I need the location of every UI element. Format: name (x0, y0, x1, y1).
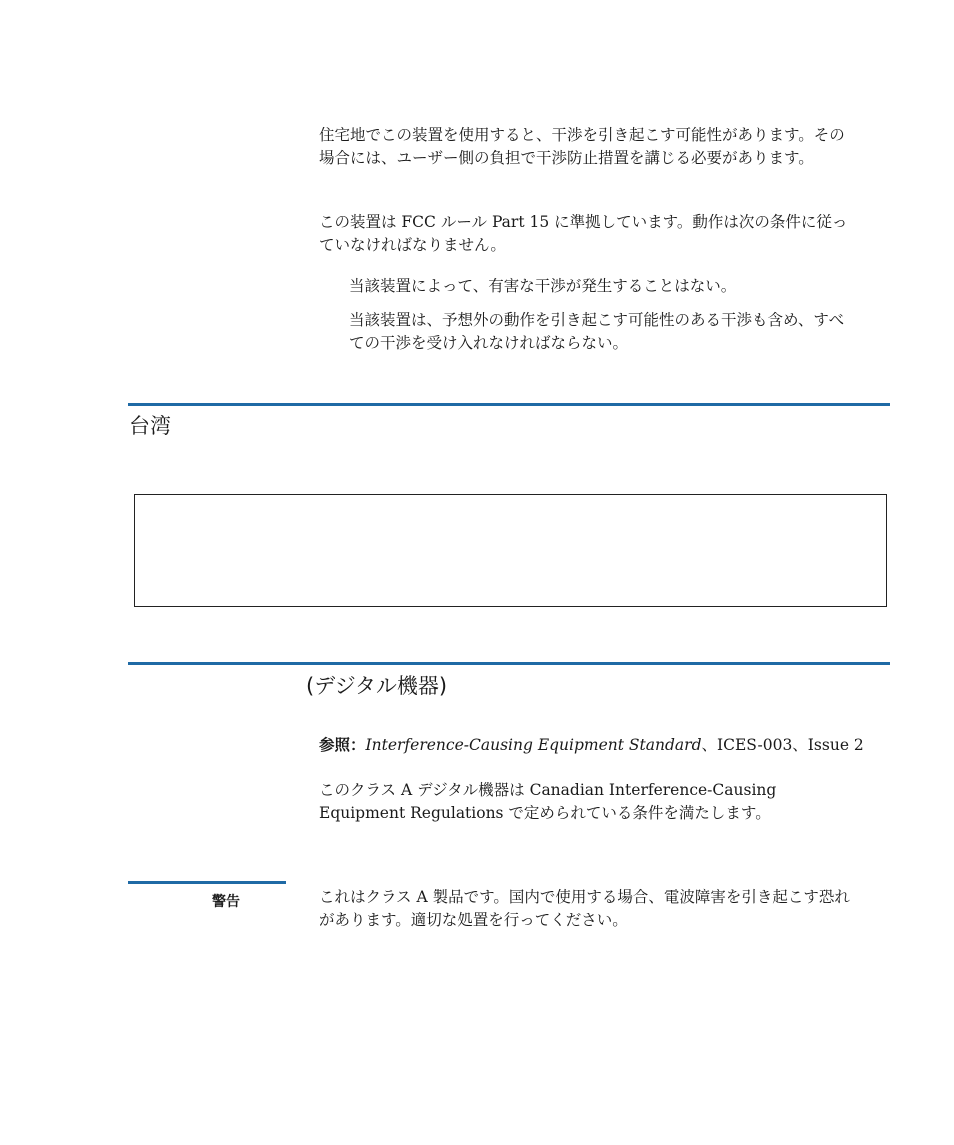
section-divider-taiwan (128, 403, 890, 406)
warning-text: これはクラス A 製品です。国内で使用する場合、電波障害を引き起こす恐れがあります。適切な処置を行ってください。 (319, 888, 850, 929)
taiwan-notice-box (134, 494, 887, 607)
reference-rest: 、ICES-003、Issue 2 (701, 736, 864, 754)
reference-label: 参照： (319, 735, 366, 754)
reference-standard: Interference-Causing Equipment Standard (365, 736, 702, 754)
canada-reference (319, 733, 879, 757)
taiwan-heading: 台湾 (129, 414, 171, 438)
fcc-paragraph-interference: 住宅地でこの装置を使用すると、干渉を引き起こす可能性があります。その場合には、ユーザー側の負担で干渉防止措置を講じる必要があります。 (319, 126, 845, 167)
fcc-condition-1: 当該装置によって、有害な干渉が発生することはない。 (349, 277, 737, 295)
fcc-condition-2: 当該装置は、予想外の動作を引き起こす可能性のある干渉も含め、すべての干渉を受け入れなければならない。 (349, 311, 845, 352)
warning-divider (128, 881, 286, 884)
section-divider-canada (128, 662, 890, 665)
warning-label: 警告 (212, 894, 240, 910)
canada-paragraph: このクラス A デジタル機器は Canadian Interference-Causing Equipment Regulations で定められている条件を満たします。 (319, 781, 777, 822)
canada-heading: (デジタル機器) (306, 674, 448, 698)
fcc-paragraph-part15: この装置は FCC ルール Part 15 に準拠しています。動作は次の条件に従っていなければなりません。 (319, 213, 848, 254)
